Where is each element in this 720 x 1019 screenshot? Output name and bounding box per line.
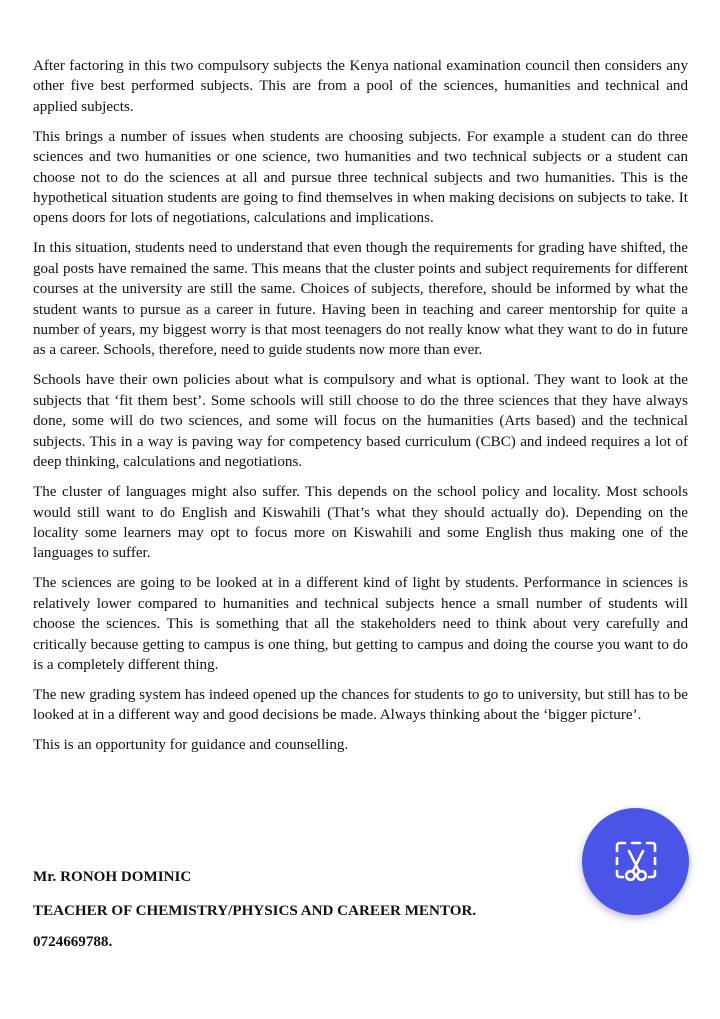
paragraph-2: This brings a number of issues when students are choosing subjects. For example a student can do three sciences and two humanities or one science, two humanities and two technical subjects or a student can choose not to do the sciences at all and pursue three technical subjects and two humanities. This is the hypothetical situation students are going to find themselves in when making decisions on subjects to take. It opens doors for lots of negotiations, calculations and implications. xyxy=(33,128,688,227)
paragraph-1: After factoring in this two compulsory subjects the Kenya national examination council then considers any other five best performed subjects. This are from a pool of the sciences, humanities and technical and applied subjects. xyxy=(33,58,688,115)
screenshot-capture-button[interactable] xyxy=(582,808,689,915)
document-body xyxy=(33,56,688,756)
author-phone[interactable]: 0724669788. xyxy=(33,934,113,950)
author-name: Mr. RONOH DOMINIC xyxy=(33,869,192,885)
paragraph-8: This is an opportunity for guidance and counselling. xyxy=(33,737,349,754)
paragraph-6: The sciences are going to be looked at in a different kind of light by students. Performance in sciences is relatively lower compared to humanities and technical subjects hence a small number of students will choose the sciences. This is something that all the stakeholders need to think about very carefully and critically because getting to campus is one thing, but getting to campus and doing the course you want to do is a completely different thing. xyxy=(33,575,688,673)
paragraph-3: In this situation, students need to understand that even though the requirements for grading have shifted, the goal posts have remained the same. This means that the cluster points and subject requirements for different courses at the university are still the same. Choices of subjects, therefore, should be informed by what the student wants to pursue as a career in future. Having been in teaching and career mentorship for quite a number of years, my biggest worry is that most teenagers do not really know what they want to do in future as a career. Schools, therefore, need to guide students now more than ever. xyxy=(33,240,688,359)
scissors-capture-icon xyxy=(611,837,661,887)
paragraph-7: The new grading system has indeed opened up the chances for students to go to university, but still has to be looked at in a different way and good decisions be made. Always thinking about the ‘bigger picture’. xyxy=(33,686,688,724)
paragraph-5: The cluster of languages might also suffer. This depends on the school policy and locality. Most schools would still want to do English and Kiswahili (That’s what they should actually do). Depending on the locality some learners may opt to focus more on Kiswahili and some English thus making one of the languages to suffer. xyxy=(33,484,688,562)
paragraph-4: Schools have their own policies about what is compulsory and what is optional. They want to look at the subjects that ‘fit them best’. Some schools will still choose to do the three sciences that they have always done, some will do two sciences, and some will focus on the humanities (Arts based) and the technical subjects. This in a way is paving way for competency based curriculum (CBC) and indeed requires a lot of deep thinking, calculations and negotiations. xyxy=(33,372,688,471)
author-title: TEACHER OF CHEMISTRY/PHYSICS AND CAREER MENTOR. xyxy=(33,903,477,919)
